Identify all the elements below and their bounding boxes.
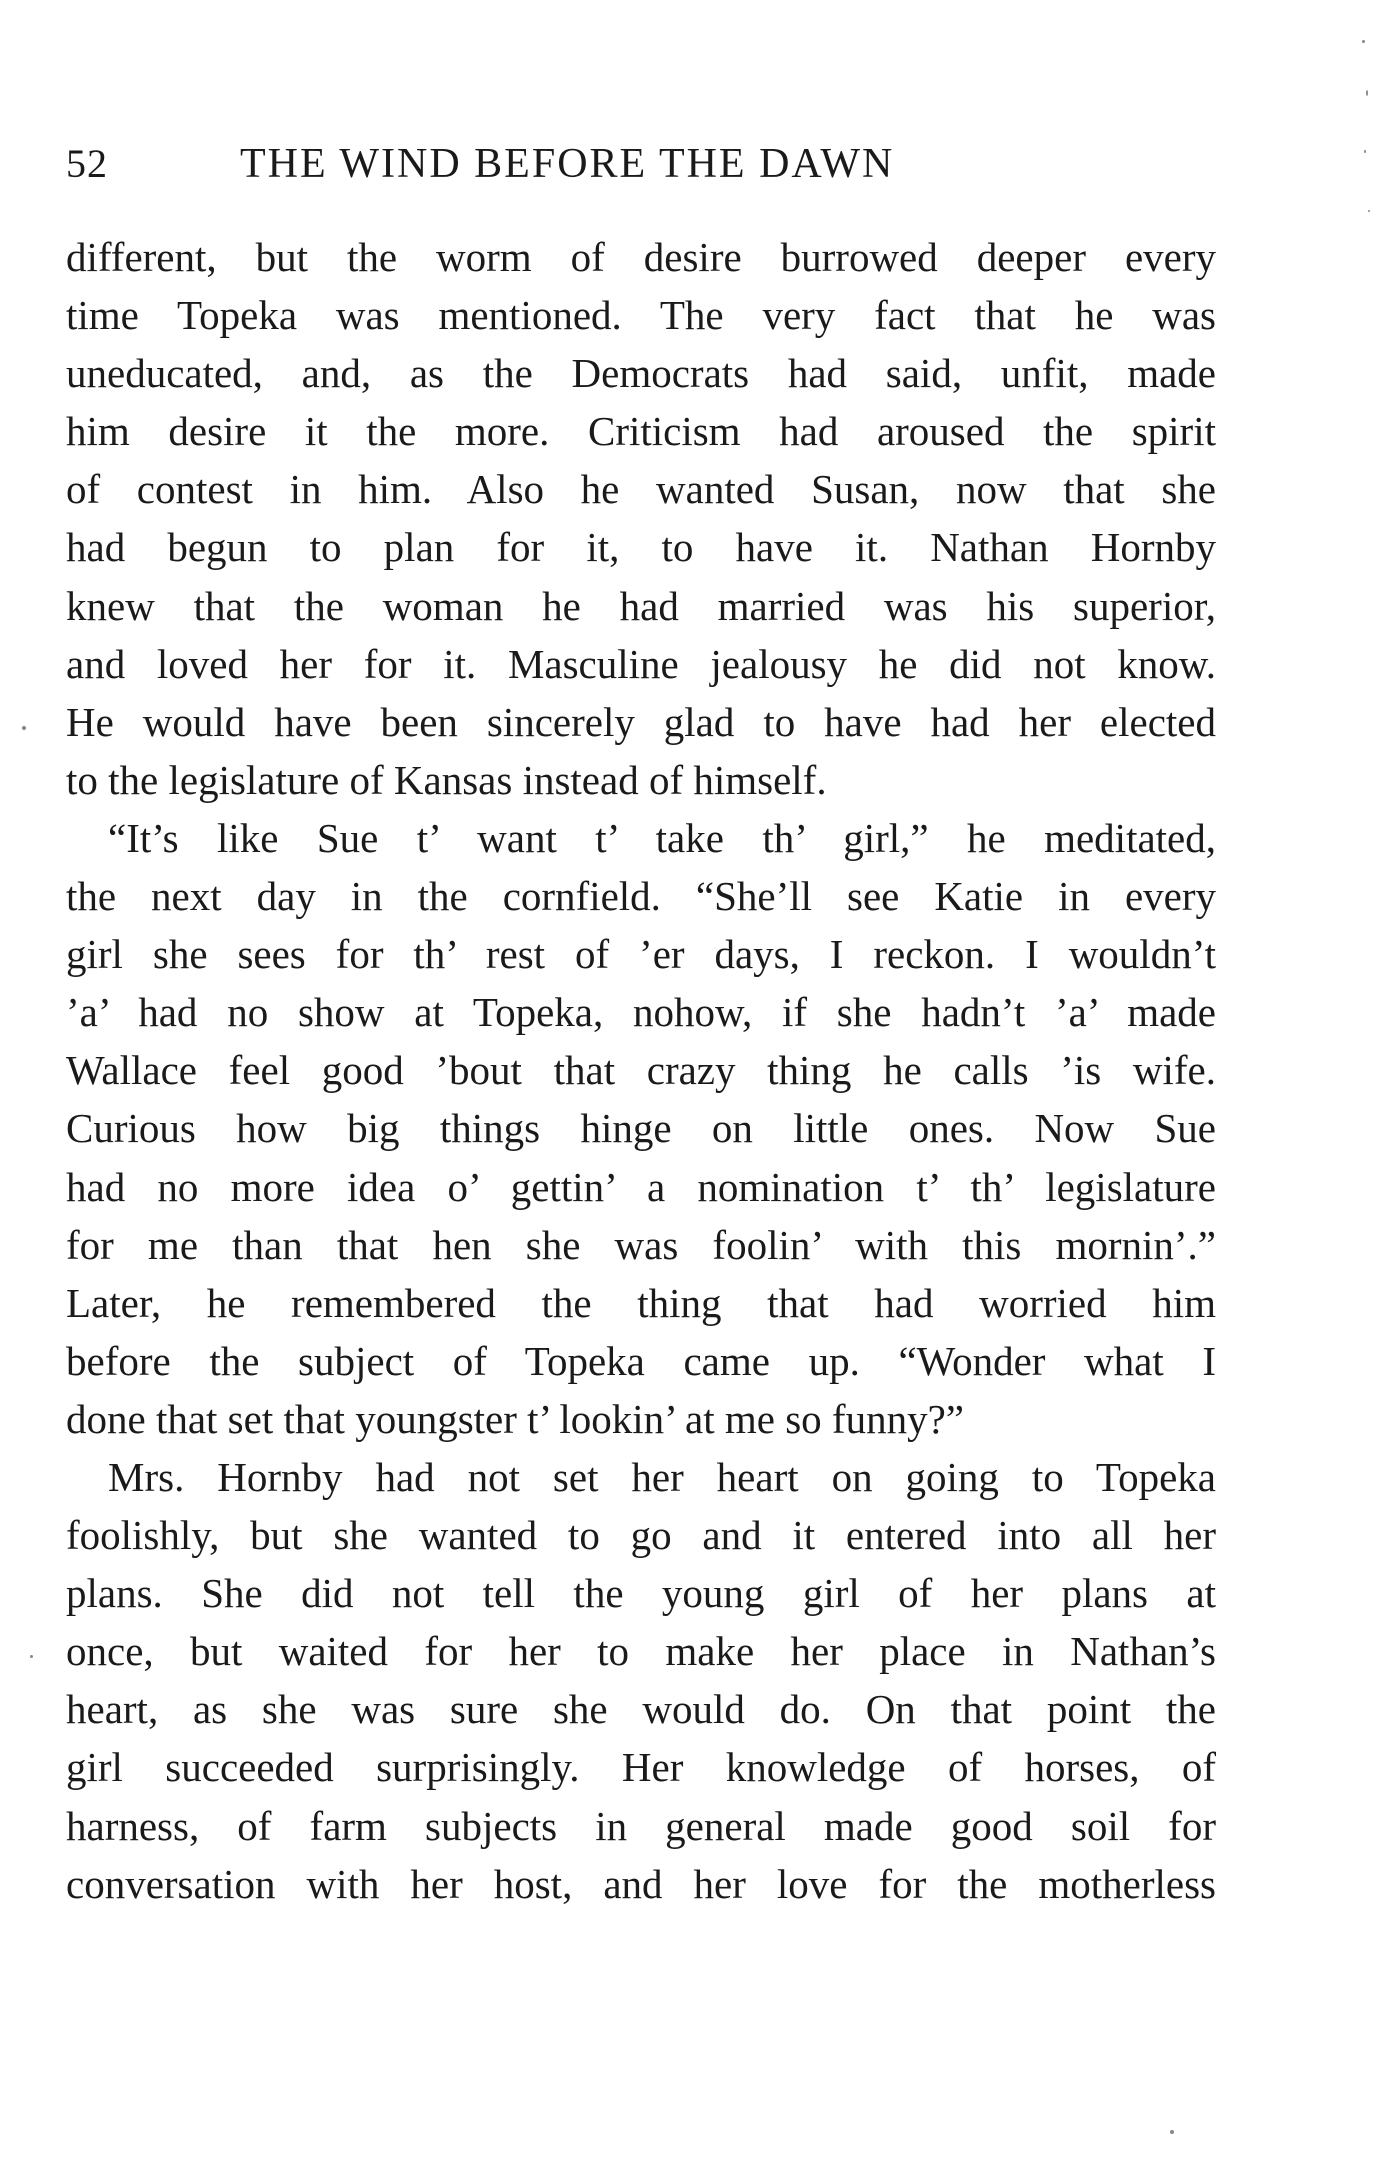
text-line: once, but waited for her to make her place in Nathan’s (66, 1628, 1216, 1675)
text-line: conversation with her host, and her love for the motherless (66, 1860, 1216, 1907)
text-line: plans. She did not tell the young girl of her plans at (66, 1570, 1216, 1617)
text-line: He would have been sincerely glad to have had her elected (66, 698, 1216, 745)
text-line: Wallace feel good ’bout that crazy thing he calls ’is wife. (66, 1047, 1216, 1094)
text-line: knew that the woman he had married was his superior, (66, 582, 1216, 629)
text-line: Curious how big things hinge on little ones. Now Sue (66, 1105, 1216, 1152)
text-line: had begun to plan for it, to have it. Nathan Hornby (66, 524, 1216, 571)
scan-speck (30, 1655, 33, 1658)
text-line: heart, as she was sure she would do. On that point the (66, 1686, 1216, 1733)
text-line: him desire it the more. Criticism had aroused the spirit (66, 408, 1216, 455)
scan-speck (1366, 90, 1368, 96)
running-title: THE WIND BEFORE THE DAWN (240, 141, 895, 187)
text-line: before the subject of Topeka came up. “Wonder what I (66, 1337, 1216, 1384)
text-line: for me than that hen she was foolin’ with this mornin’.” (66, 1221, 1216, 1268)
running-header (66, 140, 1216, 200)
text-line: harness, of farm subjects in general made good soil for (66, 1802, 1216, 1849)
text-line: to the legislature of Kansas instead of himself. (66, 756, 827, 803)
text-line: uneducated, and, as the Democrats had said, unfit, made (66, 350, 1216, 397)
text-line: girl she sees for th’ rest of ’er days, I reckon. I wouldn’t (66, 931, 1216, 978)
scan-speck (1364, 150, 1366, 153)
text-line: “It’s like Sue t’ want t’ take th’ girl,” he meditated, (108, 814, 1216, 861)
text-line: had no more idea o’ gettin’ a nomination t’ th’ legislature (66, 1163, 1216, 1210)
text-line: Later, he remembered the thing that had worried him (66, 1279, 1216, 1326)
text-line: and loved her for it. Masculine jealousy he did not know. (66, 640, 1216, 687)
scan-speck (1170, 2130, 1174, 2134)
text-line: ’a’ had no show at Topeka, nohow, if she hadn’t ’a’ made (66, 989, 1216, 1036)
text-line: done that set that youngster t’ lookin’ at me so funny?” (66, 1395, 964, 1442)
scan-speck (1362, 40, 1365, 43)
scan-speck (22, 726, 26, 730)
text-line: time Topeka was mentioned. The very fact that he was (66, 292, 1216, 339)
text-line: foolishly, but she wanted to go and it entered into all her (66, 1512, 1216, 1559)
text-line: of contest in him. Also he wanted Susan, now that she (66, 466, 1216, 513)
body-text (66, 228, 1216, 1913)
text-line: different, but the worm of desire burrowed deeper every (66, 234, 1216, 280)
text-line: the next day in the cornfield. “She’ll see Katie in every (66, 873, 1216, 920)
page-number: 52 (66, 141, 108, 186)
text-line: girl succeeded surprisingly. Her knowledge of horses, of (66, 1744, 1216, 1791)
text-line: Mrs. Hornby had not set her heart on going to Topeka (108, 1453, 1216, 1500)
scan-speck (1368, 210, 1370, 212)
